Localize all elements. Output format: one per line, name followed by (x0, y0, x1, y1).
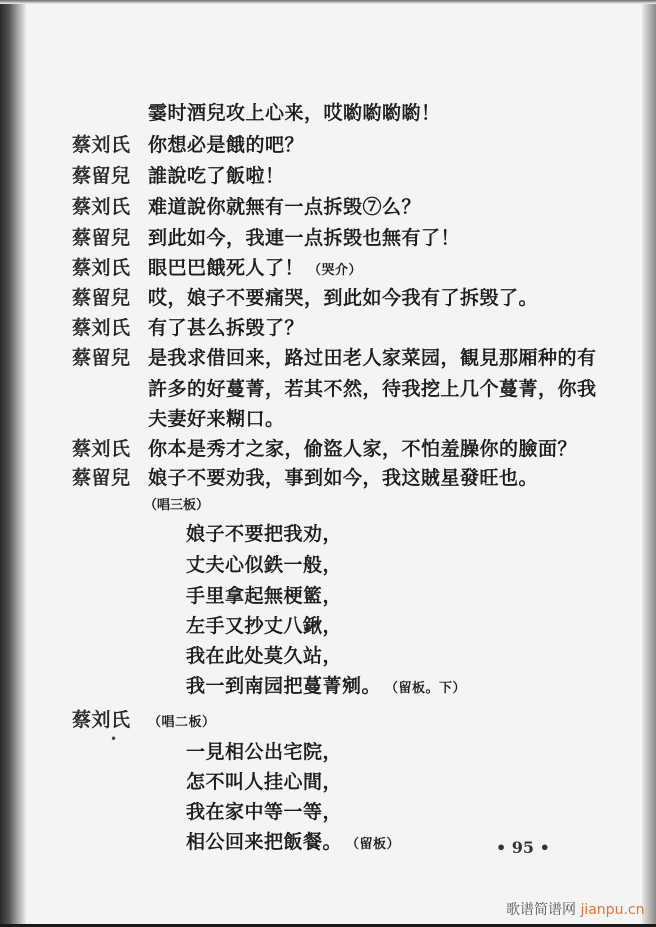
dialogue-text: 許多的好蔓菁，若其不然，待我挖上几个蔓菁，你我 (148, 378, 597, 400)
watermark-cn: 歌谱简谱网 (506, 902, 576, 918)
speaker-name: 蔡刘氏 (72, 257, 131, 279)
speaker-name: 蔡留兒 (72, 227, 131, 249)
speaker-name: 蔡刘氏 (72, 317, 131, 339)
song-verse (72, 551, 342, 579)
dialogue-text: 娘子不要劝我，事到如今，我这賊星發旺也。 (148, 467, 539, 489)
dialogue-text: 你本是秀才之家，偷盜人家，不怕羞臊你的臉面？ (148, 438, 578, 460)
speaker-name: 蔡留兒 (72, 287, 131, 309)
speaker-name: 蔡刘氏 (72, 438, 131, 460)
dialogue-line (72, 162, 285, 190)
dialogue-line (72, 314, 304, 342)
stage-direction: （留板） (346, 837, 401, 852)
dialogue-text: 眼巴巴餓死人了！ (148, 257, 305, 279)
verse-text: 娘子不要把我劝， (186, 523, 343, 545)
song-verse (72, 582, 342, 610)
dialogue-line (72, 435, 577, 463)
dialogue-line (72, 131, 304, 159)
speaker-name: 蔡留兒 (72, 467, 131, 489)
watermark-url: jianpu.cn (580, 902, 645, 918)
verse-text: 我在家中等一等， (186, 801, 343, 823)
dialogue-line (72, 224, 460, 252)
speaker-name: 蔡留兒 (72, 165, 131, 187)
speaker-name: 蔡刘氏 (72, 134, 131, 156)
verse-text: 丈夫心似鉄一般， (186, 554, 343, 576)
dialogue-line (72, 464, 538, 492)
song-verse (72, 768, 342, 796)
speaker-name: 蔡刘氏 (72, 709, 131, 731)
song-cue-chang-sanban: （唱三板） (144, 498, 210, 513)
dialogue-text: 难道說你就無有一点拆毁⑦么？ (148, 196, 422, 218)
speaker-name: 蔡刘氏 (72, 196, 131, 218)
verse-text: 怎不叫人挂心間， (186, 771, 343, 793)
dialogue-line-continuation (72, 99, 441, 127)
dialogue-text: 到此如今，我連一点拆毁也無有了！ (148, 227, 461, 249)
verse-text: 我在此处莫久站， (186, 645, 343, 667)
stage-direction: （哭介） (308, 263, 363, 278)
stage-direction: （留板。下） (385, 681, 467, 696)
song-verse (72, 612, 342, 640)
verse-text: 我一到南园把蔓菁剜。 (186, 675, 382, 697)
song-verse (72, 520, 342, 548)
dialogue-text: 有了甚么拆毁了？ (148, 317, 305, 339)
dialogue-line-continuation (72, 375, 597, 403)
dialogue-text: 哎，娘子不要痛哭，到此如今我有了拆毁了。 (148, 287, 539, 309)
dialogue-line (72, 254, 362, 282)
verse-text: 左手又抄丈八鍬， (186, 615, 343, 637)
speaker-name: 蔡留兒 (72, 347, 131, 369)
verse-text: 一見相公出宅院， (186, 741, 343, 763)
song-cue-chang-erban: （唱二板） (148, 715, 216, 730)
dialogue-text: 你想必是餓的吧？ (148, 134, 305, 156)
dialogue-line-continuation (72, 405, 285, 433)
dialogue-line (72, 193, 421, 221)
print-speck: • (110, 732, 118, 746)
page-number: • 95 • (496, 838, 550, 857)
dialogue-line (72, 344, 597, 372)
verse-text: 相公回来把飯餐。 (186, 831, 343, 853)
song-verse (72, 828, 400, 856)
dialogue-line (72, 284, 538, 312)
dialogue-text: 夫妻好来糊口。 (148, 408, 285, 430)
song-verse (72, 798, 342, 826)
dialogue-text: 霎时酒兒攻上心来，哎喲喲喲喲！ (148, 102, 441, 124)
verse-text: 手里拿起無梗籃， (186, 585, 343, 607)
watermark (506, 899, 644, 919)
dialogue-text: 是我求借回来，路过田老人家菜园，観見那厢种的有 (148, 347, 597, 369)
song-verse (72, 672, 466, 700)
dialogue-text: 誰說吃了飯啦！ (148, 165, 285, 187)
song-speaker-line (72, 706, 216, 734)
song-verse (72, 642, 342, 670)
